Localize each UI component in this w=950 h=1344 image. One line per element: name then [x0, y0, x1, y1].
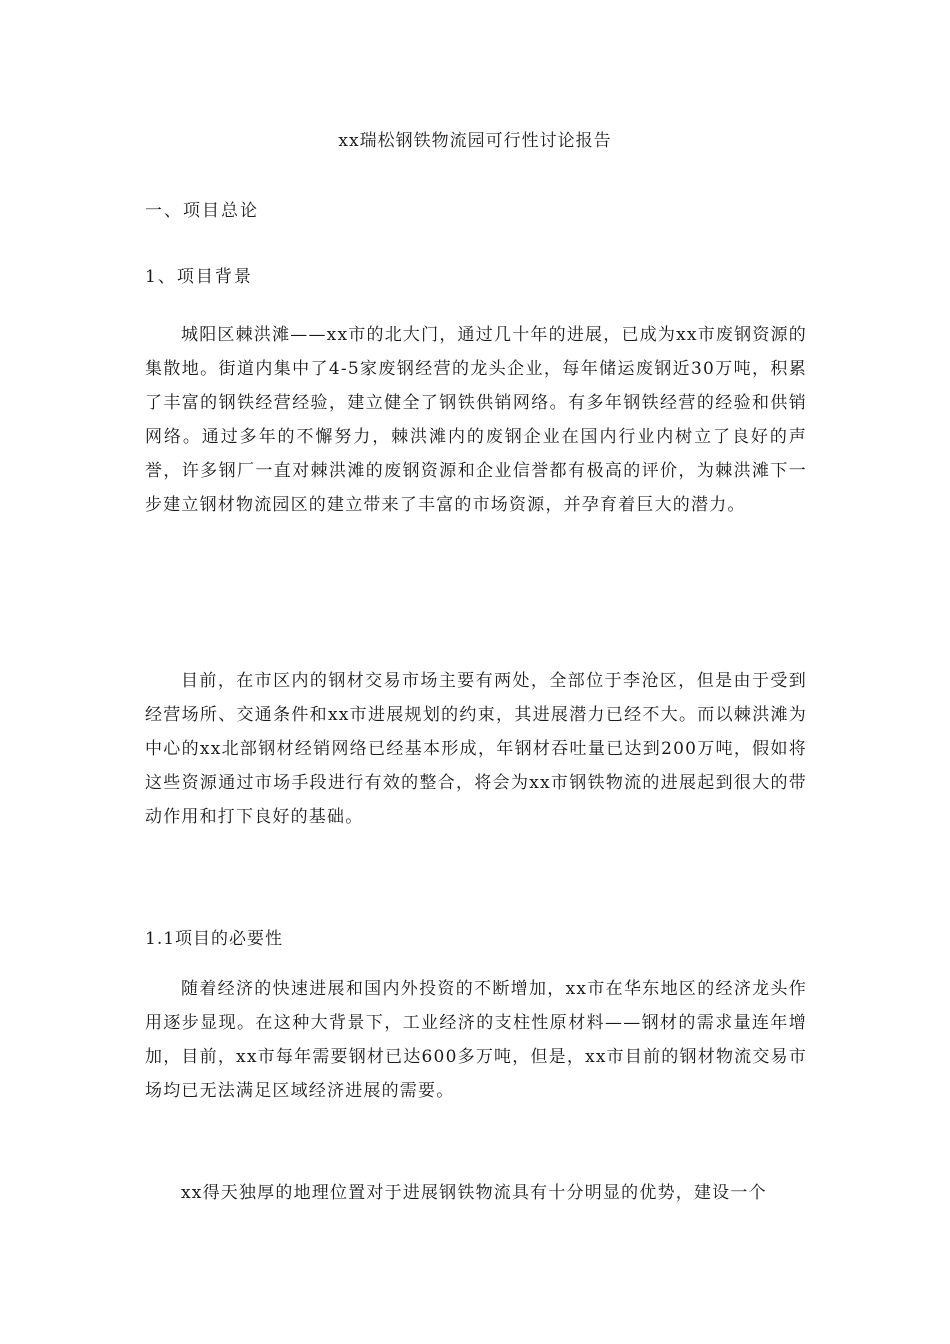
document-title: xx瑞松钢铁物流园可行性讨论报告: [338, 131, 612, 151]
section-heading-overview: 一、项目总论: [145, 201, 259, 221]
paragraph-necessity-1: 随着经济的快速进展和国内外投资的不断增加，xx市在华东地区的经济龙头作用逐步显现。在这种大背景下，工业经济的支柱性原材料——钢材的需求量连年增加，目前，xx市每年需要钢材已达600多万吨，但是，xx市目前的钢材物流交易市场均已无法满足区域经济进展的需要。: [145, 979, 807, 1101]
subsection-heading-background: 1、项目背景: [145, 267, 253, 287]
paragraph-background-2: 目前，在市区内的钢材交易市场主要有两处，全部位于李沧区，但是由于受到经营场所、交通条件和xx市进展规划的约束，其进展潜力已经不大。而以棘洪滩为中心的xx北部钢材经销网络已经基本形成，年钢材吞吐量已达到200万吨，假如将这些资源通过市场手段进行有效的整合，将会为xx市钢铁物流的进展起到很大的带动作用和打下良好的基础。: [145, 671, 807, 827]
paragraph-necessity-2: xx得天独厚的地理位置对于进展钢铁物流具有十分明显的优势，建设一个: [181, 1183, 767, 1203]
subsection-heading-necessity: 1.1项目的必要性: [145, 929, 284, 949]
paragraph-background-1: 城阳区棘洪滩——xx市的北大门，通过几十年的进展，已成为xx市废钢资源的集散地。街道内集中了4-5家废钢经营的龙头企业，每年储运废钢近30万吨，积累了丰富的钢铁经营经验，建立健全了钢铁供销网络。有多年钢铁经营的经验和供销网络。通过多年的不懈努力，棘洪滩内的废钢企业在国内行业内树立了良好的声誉，许多钢厂一直对棘洪滩的废钢资源和企业信誉都有极高的评价，为棘洪滩下一步建立钢材物流园区的建立带来了丰富的市场资源，并孕育着巨大的潜力。: [145, 325, 807, 515]
